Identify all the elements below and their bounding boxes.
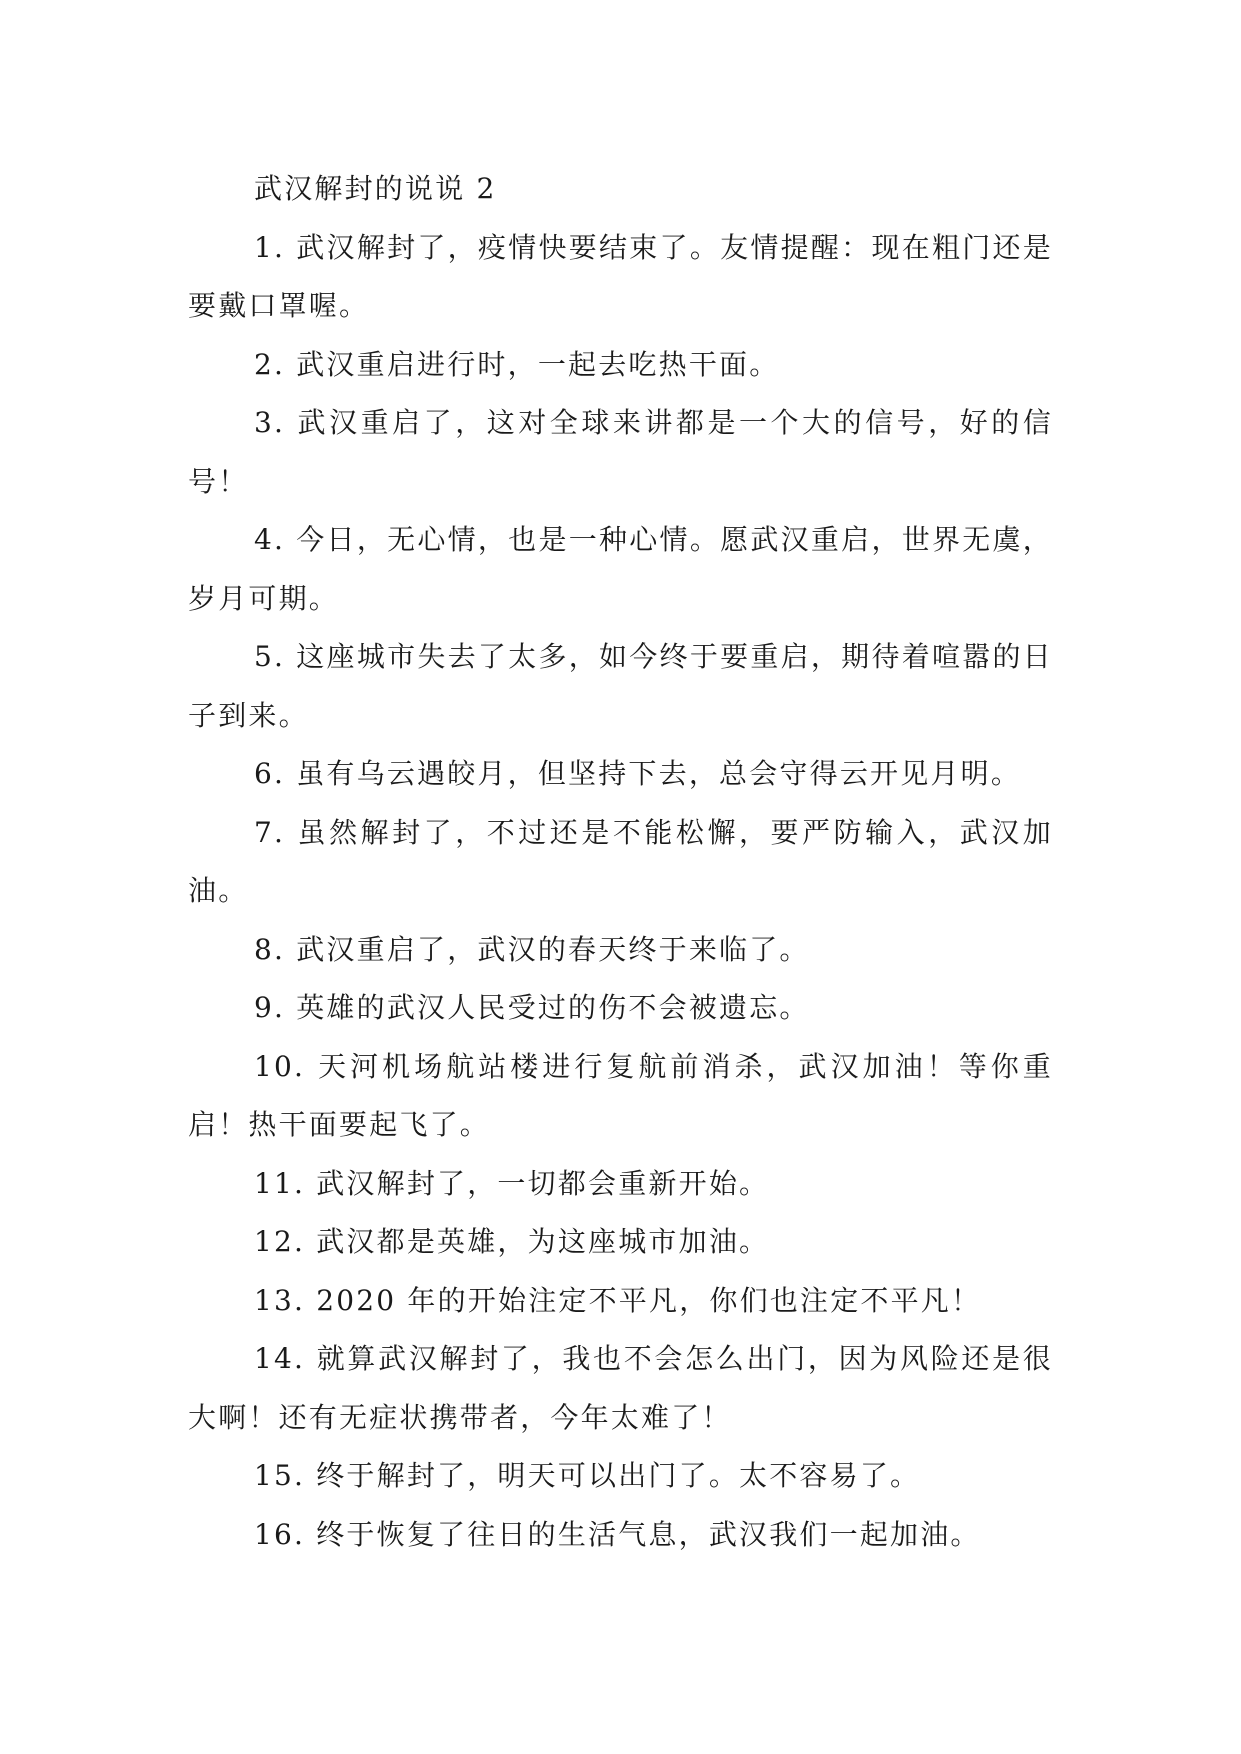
list-item: 15. 终于解封了，明天可以出门了。太不容易了。 [254,1459,921,1492]
list-item: 8. 武汉重启了，武汉的春天终于来临了。 [254,932,810,966]
list-item: 3. 武汉重启了，这对全球来讲都是一个大的信号，好的信号！ [188,406,1053,498]
list-item: 1. 武汉解封了，疫情快要结束了。友情提醒：现在粗门还是要戴口罩喔。 [188,230,1053,322]
list-item: 11. 武汉解封了，一切都会重新开始。 [254,1166,770,1200]
list-item: 10. 天河机场航站楼进行复航前消杀，武汉加油！等你重启！热干面要起飞了。 [188,1049,1053,1141]
list-item: 13. 2020 年的开始注定不平凡，你们也注定不平凡！ [254,1283,982,1317]
list-item: 2. 武汉重启进行时，一起去吃热干面。 [254,347,780,381]
document-page [188,160,1053,1564]
list-item: 14. 就算武汉解封了，我也不会怎么出门，因为风险还是很大啊！还有无症状携带者，今年太难了！ [188,1342,1053,1434]
list-item: 7. 虽然解封了，不过还是不能松懈，要严防输入，武汉加油。 [188,815,1053,907]
document-title: 武汉解封的说说 2 [254,172,497,205]
list-item: 9. 英雄的武汉人民受过的伤不会被遗忘。 [254,991,810,1024]
list-item: 16. 终于恢复了往日的生活气息，武汉我们一起加油。 [254,1517,981,1551]
list-item: 5. 这座城市失去了太多，如今终于要重启，期待着喧嚣的日子到来。 [188,640,1053,732]
list-item: 12. 武汉都是英雄，为这座城市加油。 [254,1225,770,1258]
list-item: 6. 虽有乌云遇皎月，但坚持下去，总会守得云开见月明。 [254,757,1022,790]
list-item: 4. 今日，无心情，也是一种心情。愿武汉重启，世界无虞，岁月可期。 [188,523,1053,615]
